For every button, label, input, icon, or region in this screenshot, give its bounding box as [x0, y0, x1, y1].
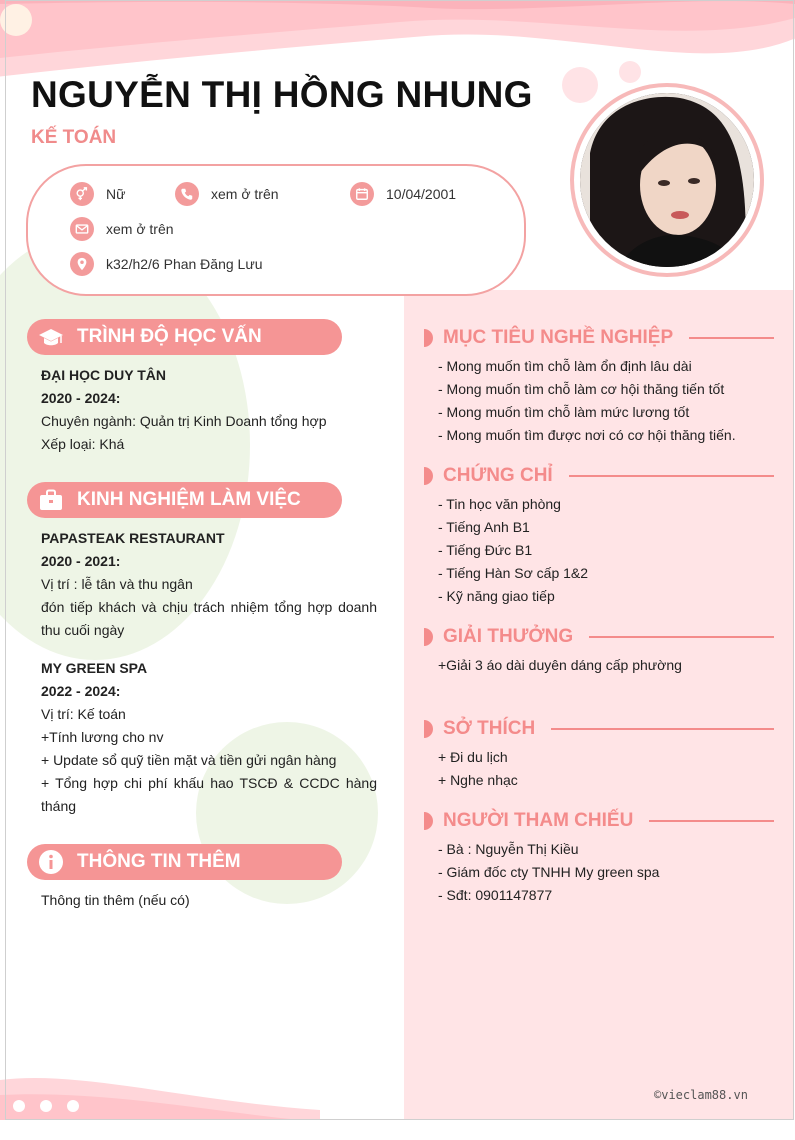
- section-title: TRÌNH ĐỘ HỌC VẤN: [77, 326, 262, 347]
- section-title: CHỨNG CHỈ: [443, 465, 553, 486]
- section-marker: [424, 812, 433, 830]
- briefcase-icon: [37, 486, 65, 514]
- section-title: KINH NGHIỆM LÀM VIỆC: [77, 489, 301, 510]
- section-rule: [589, 636, 774, 638]
- section-rule: [569, 475, 774, 477]
- phone-value: xem ở trên: [211, 186, 279, 202]
- reference-item: - Sđt: 0901147877: [438, 887, 553, 903]
- contact-gender: [70, 182, 125, 206]
- company-name: MY GREEN SPA: [41, 660, 148, 676]
- section-objective-header: [424, 326, 774, 350]
- section-marker: [424, 329, 433, 347]
- birthday-value: 10/04/2001: [386, 186, 457, 202]
- section-title: NGƯỜI THAM CHIẾU: [443, 810, 634, 831]
- job-title: KẾ TOÁN: [31, 127, 117, 148]
- company-name: PAPASTEAK RESTAURANT: [41, 530, 225, 546]
- hobby-item: + Đi du lịch: [438, 749, 508, 765]
- section-awards-header: [424, 625, 774, 649]
- section-additional-header: [27, 844, 342, 880]
- job-period: 2022 - 2024:: [41, 683, 121, 699]
- job-period: 2020 - 2021:: [41, 553, 121, 569]
- address-value: k32/h2/6 Phan Đăng Lưu: [106, 256, 263, 272]
- full-name: NGUYỄN THỊ HỒNG NHUNG: [31, 74, 533, 115]
- certificate-item: - Tiếng Hàn Sơ cấp 1&2: [438, 565, 589, 581]
- objective-item: - Mong muốn tìm được nơi có cơ hội thăng tiến.: [438, 427, 736, 443]
- objective-item: - Mong muốn tìm chỗ làm mức lương tốt: [438, 404, 690, 420]
- mail-icon: [70, 217, 94, 241]
- school-name: ĐẠI HỌC DUY TÂN: [41, 367, 166, 383]
- job-detail: + Tổng hợp chi phí khấu hao TSCĐ & CCDC hàng tháng: [41, 775, 377, 814]
- bottom-wave-decoration: [0, 1040, 795, 1120]
- section-certificates-header: [424, 464, 774, 488]
- avatar: [580, 93, 754, 267]
- job-detail: +Tính lương cho nv: [41, 729, 164, 745]
- gender-icon: [70, 182, 94, 206]
- education-major: Chuyên ngành: Quản trị Kinh Doanh tổng hợp: [41, 413, 327, 429]
- section-marker: [424, 628, 433, 646]
- section-title: SỞ THÍCH: [443, 718, 536, 739]
- calendar-icon: [350, 182, 374, 206]
- location-icon: [70, 252, 94, 276]
- section-references-header: [424, 809, 774, 833]
- section-rule: [551, 728, 774, 730]
- certificate-item: - Tiếng Đức B1: [438, 542, 533, 558]
- phone-icon: [175, 182, 199, 206]
- contact-phone: [175, 182, 279, 206]
- section-rule: [689, 337, 774, 339]
- section-experience-header: [27, 482, 342, 518]
- education-period: 2020 - 2024:: [41, 390, 121, 406]
- reference-item: - Giám đốc cty TNHH My green spa: [438, 864, 660, 880]
- section-education-header: [27, 319, 342, 355]
- email-value: xem ở trên: [106, 221, 174, 237]
- contact-birthday: [350, 182, 456, 206]
- section-marker: [424, 720, 433, 738]
- section-title: THÔNG TIN THÊM: [77, 851, 241, 872]
- award-item: +Giải 3 áo dài duyên dáng cấp phường: [438, 657, 682, 673]
- watermark: ©vieclam88.vn: [654, 1088, 748, 1102]
- section-title: MỤC TIÊU NGHỀ NGHIỆP: [443, 327, 674, 348]
- education-grade: Xếp loại: Khá: [41, 436, 125, 452]
- objective-item: - Mong muốn tìm chỗ làm ổn định lâu dài: [438, 358, 692, 374]
- certificate-item: - Tin học văn phòng: [438, 496, 561, 512]
- certificate-item: - Kỹ năng giao tiếp: [438, 588, 555, 604]
- portrait-photo: [580, 93, 754, 267]
- contact-box: [26, 164, 526, 296]
- reference-item: - Bà : Nguyễn Thị Kiều: [438, 841, 579, 857]
- contact-address: [70, 252, 263, 276]
- graduation-cap-icon: [37, 323, 65, 351]
- section-hobbies-header: [424, 717, 774, 741]
- section-marker: [424, 467, 433, 485]
- certificate-item: - Tiếng Anh B1: [438, 519, 530, 535]
- section-title: GIẢI THƯỞNG: [443, 626, 574, 647]
- objective-item: - Mong muốn tìm chỗ làm cơ hội thăng tiến tốt: [438, 381, 725, 397]
- section-rule: [649, 820, 774, 822]
- hobby-item: + Nghe nhạc: [438, 772, 518, 788]
- additional-text: Thông tin thêm (nếu có): [41, 892, 190, 908]
- job-detail: Vị trí: Kế toán: [41, 706, 126, 722]
- gender-value: Nữ: [106, 186, 126, 202]
- job-detail: + Update sổ quỹ tiền mặt và tiền gửi ngân hàng: [41, 752, 337, 768]
- info-icon: [37, 848, 65, 876]
- job-detail: đón tiếp khách và chịu trách nhiệm tổng hợp doanh thu cuối ngày: [41, 599, 377, 638]
- contact-email: [70, 217, 174, 241]
- job-detail: Vị trí : lễ tân và thu ngân: [41, 576, 193, 592]
